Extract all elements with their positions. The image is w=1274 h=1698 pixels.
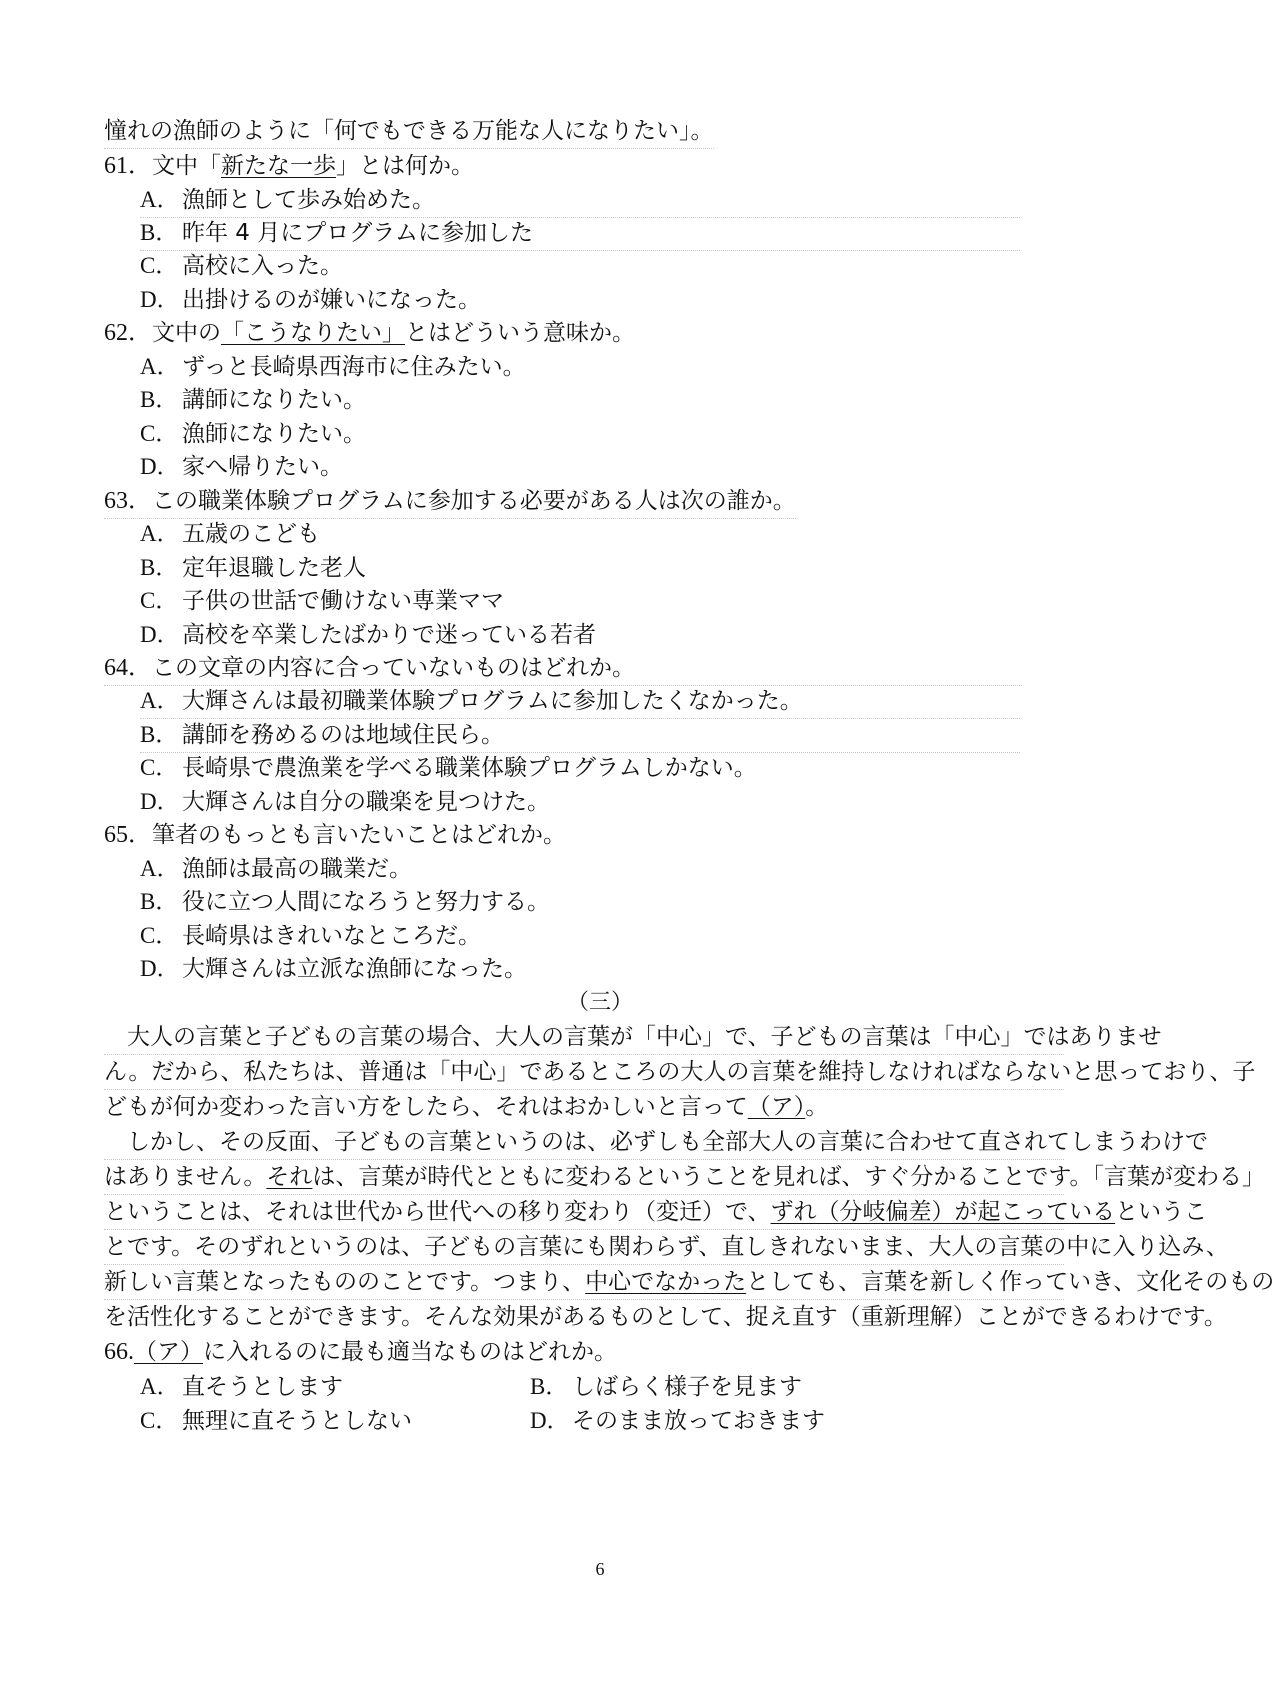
option-letter: B． [140, 722, 179, 747]
passage-text: は、言葉が時代とともに変わるということを見れば、すぐ分かることです。「言葉が変わる」 [312, 1164, 1266, 1190]
option-62-d[interactable] [140, 450, 343, 484]
option-text: 漁師として歩み始めた。 [182, 187, 435, 213]
option-letter: C． [140, 421, 179, 446]
passage-text: どもが何か変わった言い方をしたら、それはおかしいと言って [104, 1094, 748, 1120]
option-letter: A． [140, 688, 180, 713]
option-64-d[interactable] [140, 785, 550, 819]
question-61 [104, 149, 474, 183]
option-text: 出掛けるのが嫌いになった。 [182, 287, 481, 313]
question-text: 筆者のもっとも言いたいことはどれか。 [152, 822, 566, 848]
underlined-text: ずれ（分岐偏差）が起こっている [770, 1199, 1116, 1225]
option-text: ずっと長崎県西海市に住みたい。 [182, 354, 526, 380]
option-text: 定年退職した老人 [182, 555, 366, 581]
passage-line: とです。そのずれというのは、子どもの言葉にも関わらず、直しきれないまま、大人の言葉の中に入り込み、 [104, 1230, 1064, 1265]
option-text: 五歳のこども [182, 521, 320, 547]
passage-text: 。 [805, 1094, 829, 1120]
option-text: 講師になりたい。 [182, 387, 366, 413]
question-number: 62． [104, 320, 152, 346]
option-letter: B． [140, 889, 179, 914]
option-65-c[interactable] [140, 919, 481, 953]
passage-text: というこ [1115, 1199, 1208, 1225]
option-letter: D． [140, 789, 180, 814]
option-letter: A． [140, 187, 180, 212]
option-letter: C． [140, 923, 179, 948]
option-letter: C． [140, 253, 179, 278]
passage-line: を活性化することができます。そんな効果があるものとして、捉え直す（重新理解）ことができるわけです。 [104, 1304, 1227, 1330]
option-text: そのまま放っておきます [572, 1408, 825, 1434]
page-number: 6 [595, 1559, 605, 1579]
option-64-b[interactable] [140, 718, 1020, 753]
passage-line: 大人の言葉と子どもの言葉の場合、大人の言葉が「中心」で、子どもの言葉は「中心」ではありませ [104, 1020, 1064, 1055]
option-text: 無理に直そうとしない [182, 1408, 412, 1434]
option-letter: D． [530, 1408, 570, 1433]
passage-line: ん。だから、私たちは、普通は「中心」であるところの大人の言葉を維持しなければならないと思っており、子 [104, 1055, 1064, 1090]
question-text: この職業体験プログラムに参加する必要がある人は次の誰か。 [152, 488, 796, 514]
option-text: 高校に入った。 [182, 253, 343, 279]
question-text: この文章の内容に合っていないものはどれか。 [152, 655, 635, 681]
passage-text: ということは、それは世代から世代への移り変わり（変迁）で、 [104, 1199, 771, 1225]
option-63-b[interactable] [140, 551, 366, 585]
option-61-b[interactable] [140, 216, 1020, 251]
option-63-c[interactable] [140, 584, 504, 618]
option-61-d[interactable] [140, 283, 481, 317]
question-text: に入れるのに最も適当なものはどれか。 [203, 1339, 617, 1365]
passage-line [104, 1265, 1274, 1300]
underlined-text: 中心でなかった [585, 1269, 747, 1295]
question-64 [104, 651, 1022, 686]
option-62-b[interactable] [140, 383, 366, 417]
option-65-a[interactable] [140, 852, 412, 886]
option-text: 長崎県はきれいなところだ。 [182, 923, 481, 949]
option-text: 講師を務めるのは地域住民ら。 [182, 722, 504, 748]
question-text: とはどういう意味か。 [405, 320, 635, 346]
option-text: 高校を卒業したばかりで迷っている若者 [182, 622, 596, 648]
option-66-a[interactable] [140, 1370, 343, 1404]
blank-marker: （ア） [747, 1094, 806, 1120]
question-63 [104, 484, 796, 519]
option-text: 直そうとします [182, 1374, 343, 1400]
question-66 [104, 1335, 617, 1369]
option-text: 大輝さんは立派な漁師になった。 [182, 956, 527, 982]
option-66-d[interactable] [530, 1404, 825, 1438]
passage-text: としても、言葉を新しく作っていき、文化そのもの [746, 1269, 1274, 1295]
option-text: 漁師は最高の職業だ。 [182, 856, 412, 882]
option-letter: A． [140, 856, 180, 881]
passage-text: はありません。 [104, 1164, 267, 1190]
option-text: 役に立つ人間になろうと努力する。 [182, 889, 550, 915]
option-text: 大輝さんは最初職業体験プログラムに参加したくなかった。 [182, 688, 803, 714]
option-letter: B． [140, 387, 179, 412]
option-letter: A． [140, 354, 180, 379]
question-65 [104, 818, 566, 852]
passage-continuation [104, 114, 714, 149]
option-text: しばらく様子を見ます [572, 1374, 802, 1400]
option-letter: C． [140, 1408, 179, 1433]
option-text: 昨年 4 月にプログラムに参加した [182, 220, 534, 246]
option-63-d[interactable] [140, 618, 596, 652]
passage-line: しかし、その反面、子どもの言葉というのは、必ずしも全部大人の言葉に合わせて直されてしまうわけで [104, 1125, 1064, 1160]
option-66-b[interactable] [530, 1370, 802, 1404]
question-number: 65． [104, 822, 152, 848]
option-65-b[interactable] [140, 885, 550, 919]
passage-text: 憧れの漁師のように「何でもできる万能な人になりたい」。 [104, 118, 714, 144]
option-text: 子供の世話で働けない専業ママ [182, 588, 504, 614]
option-letter: C． [140, 755, 179, 780]
option-letter: D． [140, 287, 180, 312]
option-61-a[interactable] [140, 183, 1020, 218]
question-number: 61． [104, 153, 152, 179]
question-number: 66. [104, 1339, 134, 1365]
passage-line [104, 1195, 1208, 1230]
question-number: 63． [104, 488, 152, 514]
option-66-c[interactable] [140, 1404, 412, 1438]
blank-marker: （ア） [134, 1339, 203, 1365]
option-65-d[interactable] [140, 952, 527, 986]
option-62-a[interactable] [140, 350, 526, 384]
option-letter: C． [140, 588, 179, 613]
underlined-text: 「こうなりたい」 [221, 320, 405, 346]
option-letter: D． [140, 454, 180, 479]
option-63-a[interactable] [140, 517, 320, 551]
option-letter: A． [140, 1374, 180, 1399]
option-64-a[interactable] [140, 684, 1020, 719]
question-text: 文中「 [152, 153, 221, 179]
option-61-c[interactable] [140, 249, 343, 283]
option-text: 家へ帰りたい。 [182, 454, 343, 480]
option-letter: A． [140, 521, 180, 546]
option-64-c[interactable] [140, 751, 757, 785]
option-text: 長崎県で農漁業を学べる職業体験プログラムしかない。 [182, 755, 757, 781]
option-letter: D． [140, 956, 180, 981]
passage-text: 新しい言葉となったもののことです。つまり、 [104, 1269, 586, 1295]
option-62-c[interactable] [140, 417, 366, 451]
question-text: 文中の [152, 320, 221, 346]
passage-line [104, 1160, 1266, 1195]
option-letter: D． [140, 622, 180, 647]
question-text: 」とは何か。 [336, 153, 474, 179]
option-letter: B． [530, 1374, 569, 1399]
question-62 [104, 316, 635, 350]
underlined-text: 新たな一歩 [221, 153, 336, 179]
underlined-text: それ [266, 1164, 313, 1190]
passage-line [104, 1090, 828, 1124]
question-number: 64． [104, 655, 152, 681]
option-text: 大輝さんは自分の職楽を見つけた。 [182, 789, 550, 815]
section-title: （三） [566, 990, 633, 1015]
option-text: 漁師になりたい。 [182, 421, 366, 447]
option-letter: B． [140, 555, 179, 580]
option-letter: B． [140, 220, 179, 245]
